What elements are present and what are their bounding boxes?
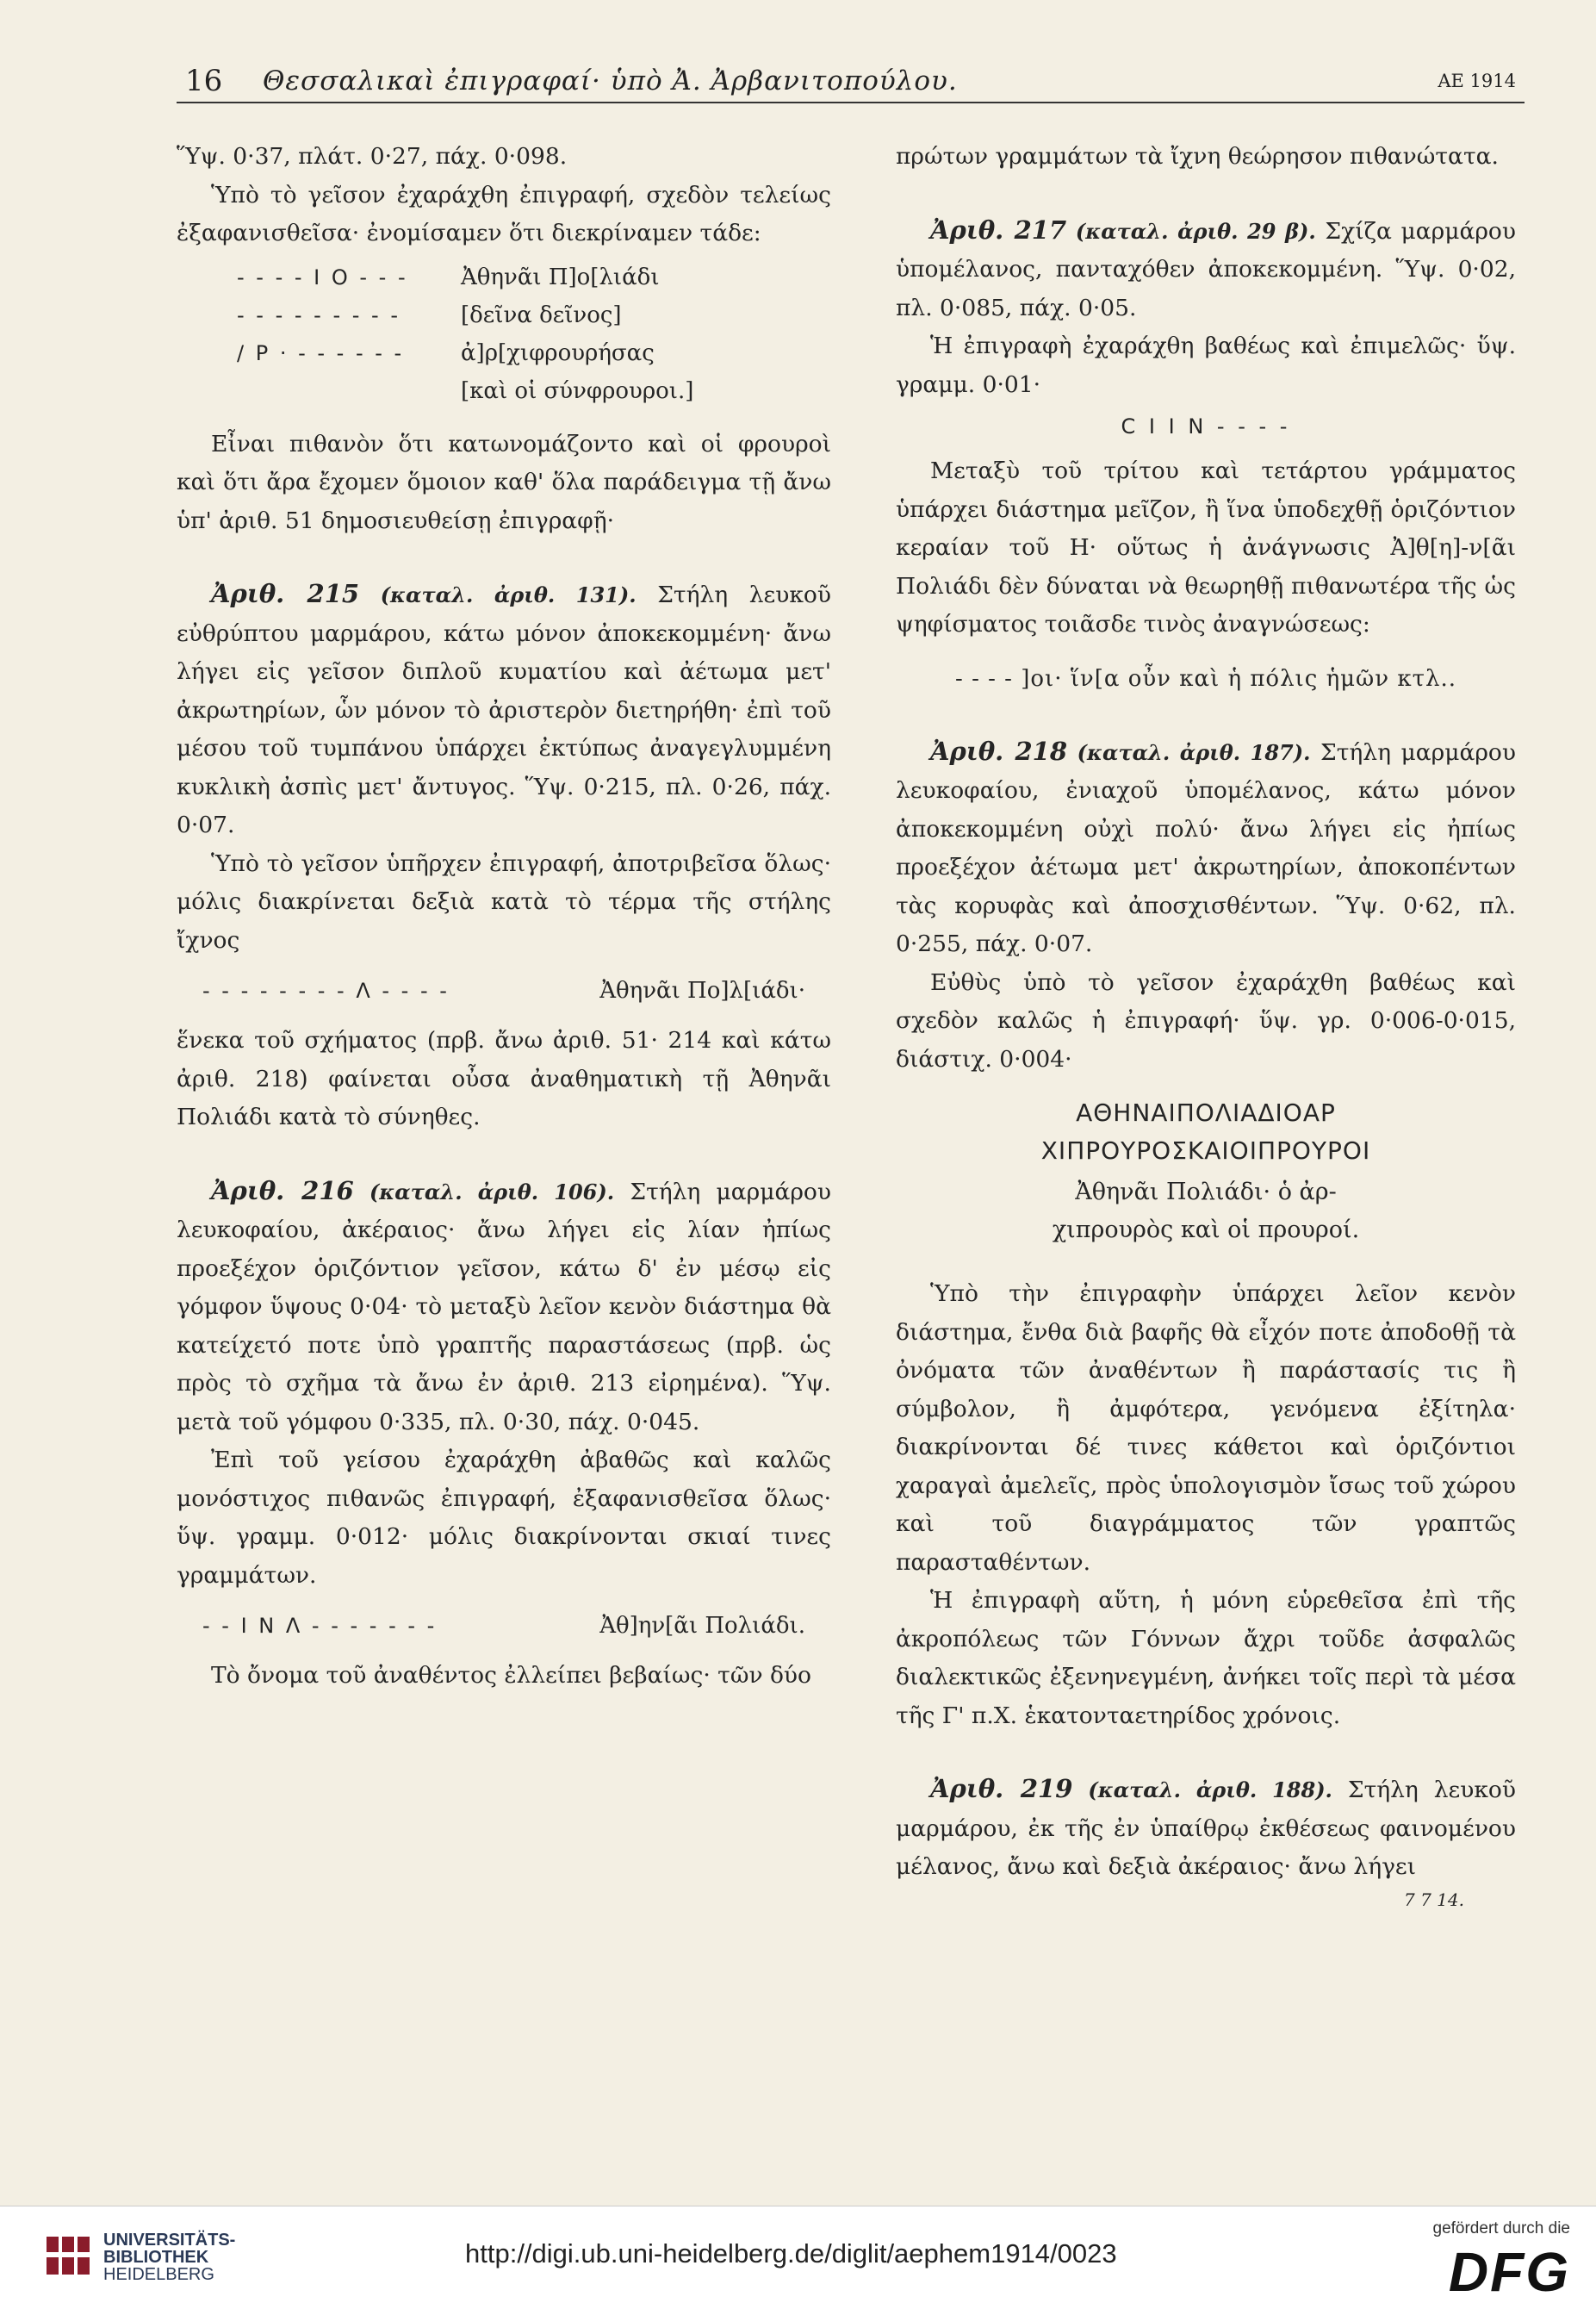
catalogue-ref: (καταλ. ἀριθ. 187). [1077, 739, 1311, 765]
permalink[interactable]: http://digi.ub.uni-heidelberg.de/diglit/aephem1914/0023 [465, 2238, 1117, 2269]
article-217 [896, 211, 1516, 328]
page-number: 16 [185, 64, 223, 98]
paragraph: Ὑπὸ τὴν ἐπιγραφὴν ὑπάρχει λεῖον κενὸν διάστημα, ἔνθα διὰ βαφῆς θὰ εἶχόν ποτε ἀποδοθῇ τὰ ὀνόματα τῶν ἀναθέντων ἢ παράστασίς τις ἢ σύμβολον, ἢ ἀμφότερα, γενόμενα ἐξίτηλα· διακρίνονται δέ τινες κάθετοι καὶ ὁριζόντιοι χαραγαὶ ἀμελεῖς, πρὸς ὑπολογισμὸν ἴσως τοῦ χώρου καὶ τοῦ διαγράμματος τῶν γραπτῶς παρασταθέντων. [896, 1280, 1516, 1576]
running-title: Θεσσαλικαὶ ἐπιγραφαί· ὑπὸ Ἀ. Ἀρβανιτοπούλου. [263, 65, 958, 96]
university-library-logo-icon [43, 2230, 95, 2281]
left-column [177, 138, 831, 1696]
catalogue-ref: (καταλ. ἀριθ. 29 β). [1075, 218, 1316, 244]
right-column [896, 138, 1516, 1913]
paragraph: πρώτων γραμμάτων τὰ ἴχνη θεώρησον πιθανώτατα. [896, 143, 1499, 170]
paragraph: Ἐπὶ τοῦ γείσου ἐχαράχθη ἀβαθῶς καὶ καλῶς μονόστιχος πιθανῶς ἐπιγραφή, ἐξαφανισθεῖσα ὅλως· ὕψ. γραμμ. 0·012· μόλις διακρίνονται σκιαί τινες γραμμάτων. [177, 1447, 831, 1589]
article-216 [177, 1172, 831, 1442]
library-name [103, 2231, 235, 2283]
inscription-copy: / Ρ · - - - - - - [237, 340, 405, 365]
transcription-line: Ἀθηνᾶι Πολιάδι· ὁ ἀρ- [1075, 1179, 1337, 1205]
catalogue-ref: (καταλ. ἀριθ. 106). [369, 1179, 615, 1204]
article-215 [177, 575, 831, 845]
inscription-copy: - - - - - - - - - [237, 302, 401, 327]
paragraph: Τὸ ὄνομα τοῦ ἀναθέντος ἐλλείπει βεβαίως· τῶν δύο [211, 1662, 811, 1689]
inscription-line: ΑΘΗΝΑΙΠΟΛΙΑΔΙΟΑΡ [1076, 1098, 1336, 1127]
library-name-line: HEIDELBERG [103, 2265, 214, 2284]
paragraph: Ὑπὸ τὸ γεῖσον ὑπῆρχεν ἐπιγραφή, ἀποτριβεῖσα ὅλως· μόλις διακρίνεται δεξιὰ κατὰ τὸ τέρμα τῆς στήλης ἴχνος [177, 850, 831, 954]
article-219 [896, 1770, 1516, 1887]
inscription-copy: - - - - - - - - Λ - - - - [202, 979, 450, 1003]
article-number: Ἀριθ. 217 [930, 215, 1067, 245]
inscription-block [177, 258, 831, 410]
printer-signature: 7 7 14. [1404, 1889, 1464, 1910]
inscription-reading: Ἀθ]ην[ᾶι Πολιάδι. [599, 1613, 805, 1639]
inscription-block [177, 972, 831, 1010]
catalogue-ref: (καταλ. ἀριθ. 188). [1088, 1777, 1332, 1802]
inscription-reading: [δεῖνα δεῖνος] [461, 302, 622, 328]
running-header [177, 59, 1525, 103]
inscription-transcription [896, 1173, 1516, 1249]
inscription-reading: - - - - ]οι· ἵν[α οὖν καὶ ἡ πόλις ἡμῶν κτλ.. [955, 665, 1456, 692]
paragraph: Εἶναι πιθανὸν ὅτι κατωνομάζοντο καὶ οἱ φρουροὶ καὶ ὅτι ἄρα ἔχομεν ὅμοιον καθ' ὅλα παράδειγμα τῇ ἄνω ὑπ' ἀριθ. 51 δημοσιευθείσῃ ἐπιγραφῇ· [177, 430, 831, 534]
inscription-capitals [896, 1094, 1516, 1170]
article-text: Στήλη λευκοῦ μαρμάρου, ἐκ τῆς ἐν ὑπαίθρῳ ἐκθέσεως φαινομένου μέλανος, ἄνω καὶ δεξιὰ ἀκέραιος· ἄνω λήγει [896, 1777, 1516, 1880]
inscription-copy: C I I N - - - - [1121, 414, 1291, 439]
inscription-reading: ἀ]ρ[χιφρουρήσας [461, 339, 655, 366]
article-number: Ἀριθ. 218 [930, 736, 1068, 766]
inscription-copy [177, 372, 461, 410]
paragraph: Ὕψ. 0·37, πλάτ. 0·27, πάχ. 0·098. [177, 143, 568, 170]
article-number: Ἀριθ. 216 [211, 1175, 354, 1205]
library-name-line: UNIVERSITÄTS- [103, 2231, 236, 2250]
article-text: Στήλη μαρμάρου λευκοφαίου, ἐνιαχοῦ ὑπομέλανος, κάτω μόνον ἀποκεκομμένη οὐχὶ πολύ· ἄνω λήγει εἰς ἠπίως προεξέχον ἀέτωμα μετ' ἀκρωτηρίων, ἀποκοπέντων τὰς κορυφὰς καὶ ἀποσχισθέντων. Ὕψ. 0·62, πλ. 0·255, πάχ. 0·07. [896, 738, 1517, 957]
catalogue-ref: (καταλ. ἀριθ. 131). [380, 582, 637, 607]
paragraph: Μεταξὺ τοῦ τρίτου καὶ τετάρτου γράμματος ὑπάρχει διάστημα μεῖζον, ἢ ἵνα ὑποδεχθῇ ὁριζόντιον κεραίαν τοῦ Η· οὕτως ἡ ἀνάγνωσις Ἀ]θ[η]-ν[ᾶι Πολιάδι δὲν δύναται νὰ θεωρηθῇ πιθανωτέρα τῆς ὡς ψηφίσματος τοιᾶσδε τινὸς ἀναγνώσεως: [896, 457, 1516, 638]
article-number: Ἀριθ. 215 [211, 579, 360, 608]
paragraph: Εὐθὺς ὑπὸ τὸ γεῖσον ἐχαράχθη βαθέως καὶ σχεδὸν καλῶς ἡ ἐπιγραφή· ὕψ. γρ. 0·006-0·015, διάστιχ. 0·004· [896, 968, 1516, 1073]
paragraph: ἕνεκα τοῦ σχήματος (πρβ. ἄνω ἀριθ. 51· 214 καὶ κάτω ἀριθ. 218) φαίνεται οὖσα ἀναθηματικὴ τῇ Ἀθηνᾶι Πολιάδι κατὰ τὸ σύνηθες. [177, 1027, 831, 1130]
paragraph: Ὑπὸ τὸ γεῖσον ἐχαράχθη ἐπιγραφή, σχεδὸν τελείως ἐξαφανισθεῖσα· ἐνομίσαμεν ὅτι διεκρίναμεν τάδε: [177, 181, 831, 246]
inscription-reading: [καὶ οἱ σύνφρουροι.] [461, 377, 694, 404]
inscription-copy: - - - - Ι Ο - - - [237, 265, 408, 289]
dfg-logo: DFG [1448, 2241, 1570, 2303]
inscription-line: ΧΙΠΡΟΥΡΟΣΚΑΙΟΙΠΡΟΥΡΟΙ [1040, 1136, 1371, 1165]
article-text: Στήλη λευκοῦ εὐθρύπτου μαρμάρου, κάτω μόνον ἀποκεκομμένη· ἄνω λήγει εἰς γεῖσον διπλοῦ κυματίου καὶ ἀέτωμα μετ' ἀκρωτηρίων, ὧν μόνον τὸ ἀριστερὸν διετηρήθη· ἐπὶ τοῦ μέσου τοῦ τυμπάνου ὑπάρχει ἐκτύπως ἀναγεγλυμμένη κυκλικὴ ἀσπὶς μετ' ἄντυγος. Ὕψ. 0·215, πλ. 0·26, πάχ. 0·07. [177, 582, 831, 838]
funding-note: gefördert durch die [1432, 2219, 1570, 2237]
inscription-block [177, 1607, 831, 1645]
article-text: Στήλη μαρμάρου λευκοφαίου, ἀκέραιος· ἄνω λήγει εἰς λίαν ἠπίως προεξέχον ὁριζόντιον γεῖσον, κάτω δ' ἐν μέσῳ εἰς γόμφον ὕψους 0·04· τὸ μεταξὺ λεῖον κενὸν διάστημα θὰ κατείχετό ποτε ὑπὸ γραπτῆς παραστάσεως (πρβ. ὡς πρὸς τὸ σχῆμα τὰ ἄνω ἐν ἀριθ. 213 εἰρημένα). Ὕψ. μετὰ τοῦ γόμφου 0·335, πλ. 0·30, πάχ. 0·045. [177, 1178, 831, 1435]
library-name-line: BIBLIOTHEK [103, 2248, 209, 2267]
inscription-reading: Ἀθηνᾶι Π]ο[λιάδι [461, 264, 660, 290]
inscription-copy: - - Ι Ν Λ - - - - - - - [202, 1614, 438, 1638]
transcription-line: χιπρουρὸς καὶ οἱ προυροί. [1052, 1217, 1360, 1243]
journal-label: ΑΕ 1914 [1438, 71, 1516, 91]
paragraph: Ἡ ἐπιγραφὴ αὕτη, ἡ μόνη εὑρεθεῖσα ἐπὶ τῆς ἀκροπόλεως τῶν Γόννων ἄχρι τοῦδε ἀσφαλῶς διαλεκτικῶς ἐξενηνεγμένη, ἀνήκει τοῖς περὶ τὰ μέσα τῆς Γ' π.Χ. ἑκατονταετηρίδος χρόνοις. [896, 1587, 1516, 1729]
paragraph: Ἡ ἐπιγραφὴ ἐχαράχθη βαθέως καὶ ἐπιμελῶς· ὕψ. γραμμ. 0·01· [896, 333, 1516, 398]
article-218 [896, 732, 1516, 964]
article-number: Ἀριθ. 219 [930, 1774, 1073, 1803]
inscription-reading: Ἀθηνᾶι Πο]λ[ιάδι· [599, 978, 805, 1004]
article-text: Σχίζα μαρμάρου ὑπομέλανος, πανταχόθεν ἀποκεκομμένη. Ὕψ. 0·02, πλ. 0·085, πάχ. 0·05. [896, 217, 1516, 321]
